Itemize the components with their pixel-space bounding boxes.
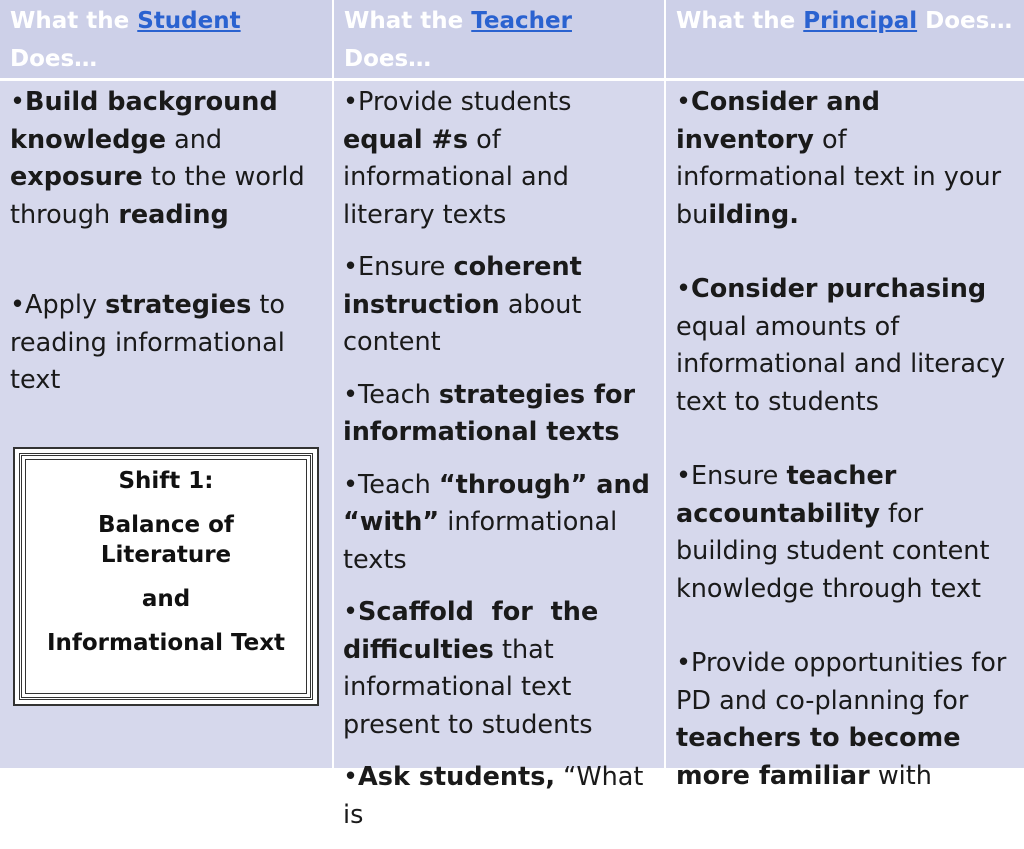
bullet-text: equal amounts of informational and literacy text to students bbox=[676, 311, 1006, 417]
bullet-text: about content bbox=[343, 289, 582, 357]
bullet-text: that informational text present to students bbox=[343, 634, 593, 740]
principal-bullet-2 bbox=[676, 271, 1016, 421]
principal-bullet-1 bbox=[676, 84, 1016, 234]
bullet-text: • bbox=[676, 274, 692, 304]
teacher-bullet-3 bbox=[343, 377, 657, 452]
shift-callout-box bbox=[13, 447, 319, 706]
bullet-bold: exposure bbox=[10, 162, 143, 192]
student-bullet-2 bbox=[10, 287, 326, 400]
header-student bbox=[0, 0, 333, 78]
shift-callout-inner bbox=[19, 453, 313, 700]
bullet-text: •Teach bbox=[343, 469, 439, 500]
bullet-bold: “through” and “with” bbox=[343, 469, 650, 537]
bullet-bold: Build background knowledge bbox=[10, 87, 278, 155]
header-prefix: What the bbox=[676, 8, 804, 34]
teacher-bullet-2 bbox=[343, 249, 657, 362]
bullet-bold: Scaffold for the difficulties bbox=[343, 597, 608, 665]
bullet-bold: strategies for informational texts bbox=[343, 379, 636, 447]
student-column bbox=[10, 84, 326, 415]
bullet-text: •Apply bbox=[10, 290, 106, 320]
header-suffix: Does… bbox=[10, 46, 98, 72]
bullet-bold: ilding. bbox=[708, 199, 799, 230]
bullet-text: informational texts bbox=[343, 507, 618, 575]
teacher-column bbox=[343, 84, 657, 849]
bullet-text: • bbox=[343, 597, 359, 627]
header-prefix: What the bbox=[10, 8, 138, 34]
bullet-text: •Provide opportunities for PD and co-planning for bbox=[676, 648, 1007, 716]
teacher-bullet-1 bbox=[343, 84, 657, 234]
bullet-bold: teacher accountability bbox=[676, 461, 897, 529]
principal-bullet-3 bbox=[676, 458, 1016, 608]
shift-line: Balance of Literature bbox=[98, 512, 234, 568]
header-prefix: What the bbox=[344, 8, 472, 34]
principal-column bbox=[676, 84, 1016, 810]
bullet-bold: Consider purchasing bbox=[691, 274, 987, 304]
teacher-bullet-4 bbox=[343, 467, 657, 580]
bullet-bold: strategies bbox=[105, 290, 252, 320]
student-bullet-1 bbox=[10, 84, 326, 234]
header-suffix: Does… bbox=[344, 46, 432, 72]
bullet-text: •Ensure bbox=[343, 252, 454, 282]
header-teacher bbox=[334, 0, 664, 78]
bullet-bold: teachers to become more familiar bbox=[676, 723, 961, 791]
bullet-bold: Consider and inventory bbox=[676, 87, 880, 155]
header-divider bbox=[0, 78, 1024, 81]
bullet-text: to the world through bbox=[10, 162, 305, 230]
bullet-text: • bbox=[343, 762, 359, 792]
principal-link[interactable]: Principal bbox=[803, 8, 918, 34]
principal-bullet-4 bbox=[676, 645, 1016, 795]
shift-line: Informational Text bbox=[46, 630, 286, 656]
teacher-bullet-6 bbox=[343, 759, 657, 834]
bullet-text: •Teach bbox=[343, 379, 439, 410]
bullet-text: for building student content knowledge through text bbox=[676, 498, 990, 604]
column-divider bbox=[332, 0, 334, 768]
shift-line: and bbox=[141, 586, 191, 612]
bullet-text: of informational and literary texts bbox=[343, 124, 569, 230]
bullet-text: to reading informational text bbox=[10, 290, 285, 395]
header-suffix: Does… bbox=[917, 8, 1013, 34]
bullet-text: • bbox=[10, 87, 26, 117]
bullet-bold: Ask students, bbox=[358, 762, 556, 792]
header-principal bbox=[666, 0, 1024, 78]
column-divider bbox=[664, 0, 666, 768]
teacher-link[interactable]: Teacher bbox=[471, 8, 572, 34]
bullet-text: “What is bbox=[343, 762, 644, 830]
bullet-bold: equal #s bbox=[343, 124, 469, 155]
bullet-text: with bbox=[869, 760, 932, 791]
bullet-bold: reading bbox=[118, 199, 229, 230]
student-link[interactable]: Student bbox=[137, 8, 241, 34]
shift-title: Shift 1: bbox=[118, 468, 214, 494]
bullet-bold: coherent instruction bbox=[343, 252, 582, 320]
bullet-text: and bbox=[166, 124, 223, 155]
bullet-text: • bbox=[676, 87, 692, 117]
bullet-text: •Ensure bbox=[676, 461, 787, 491]
teacher-bullet-5 bbox=[343, 594, 657, 744]
bullet-text: •Provide students bbox=[343, 87, 572, 117]
bullet-text: of informational text in your bu bbox=[676, 124, 1002, 230]
